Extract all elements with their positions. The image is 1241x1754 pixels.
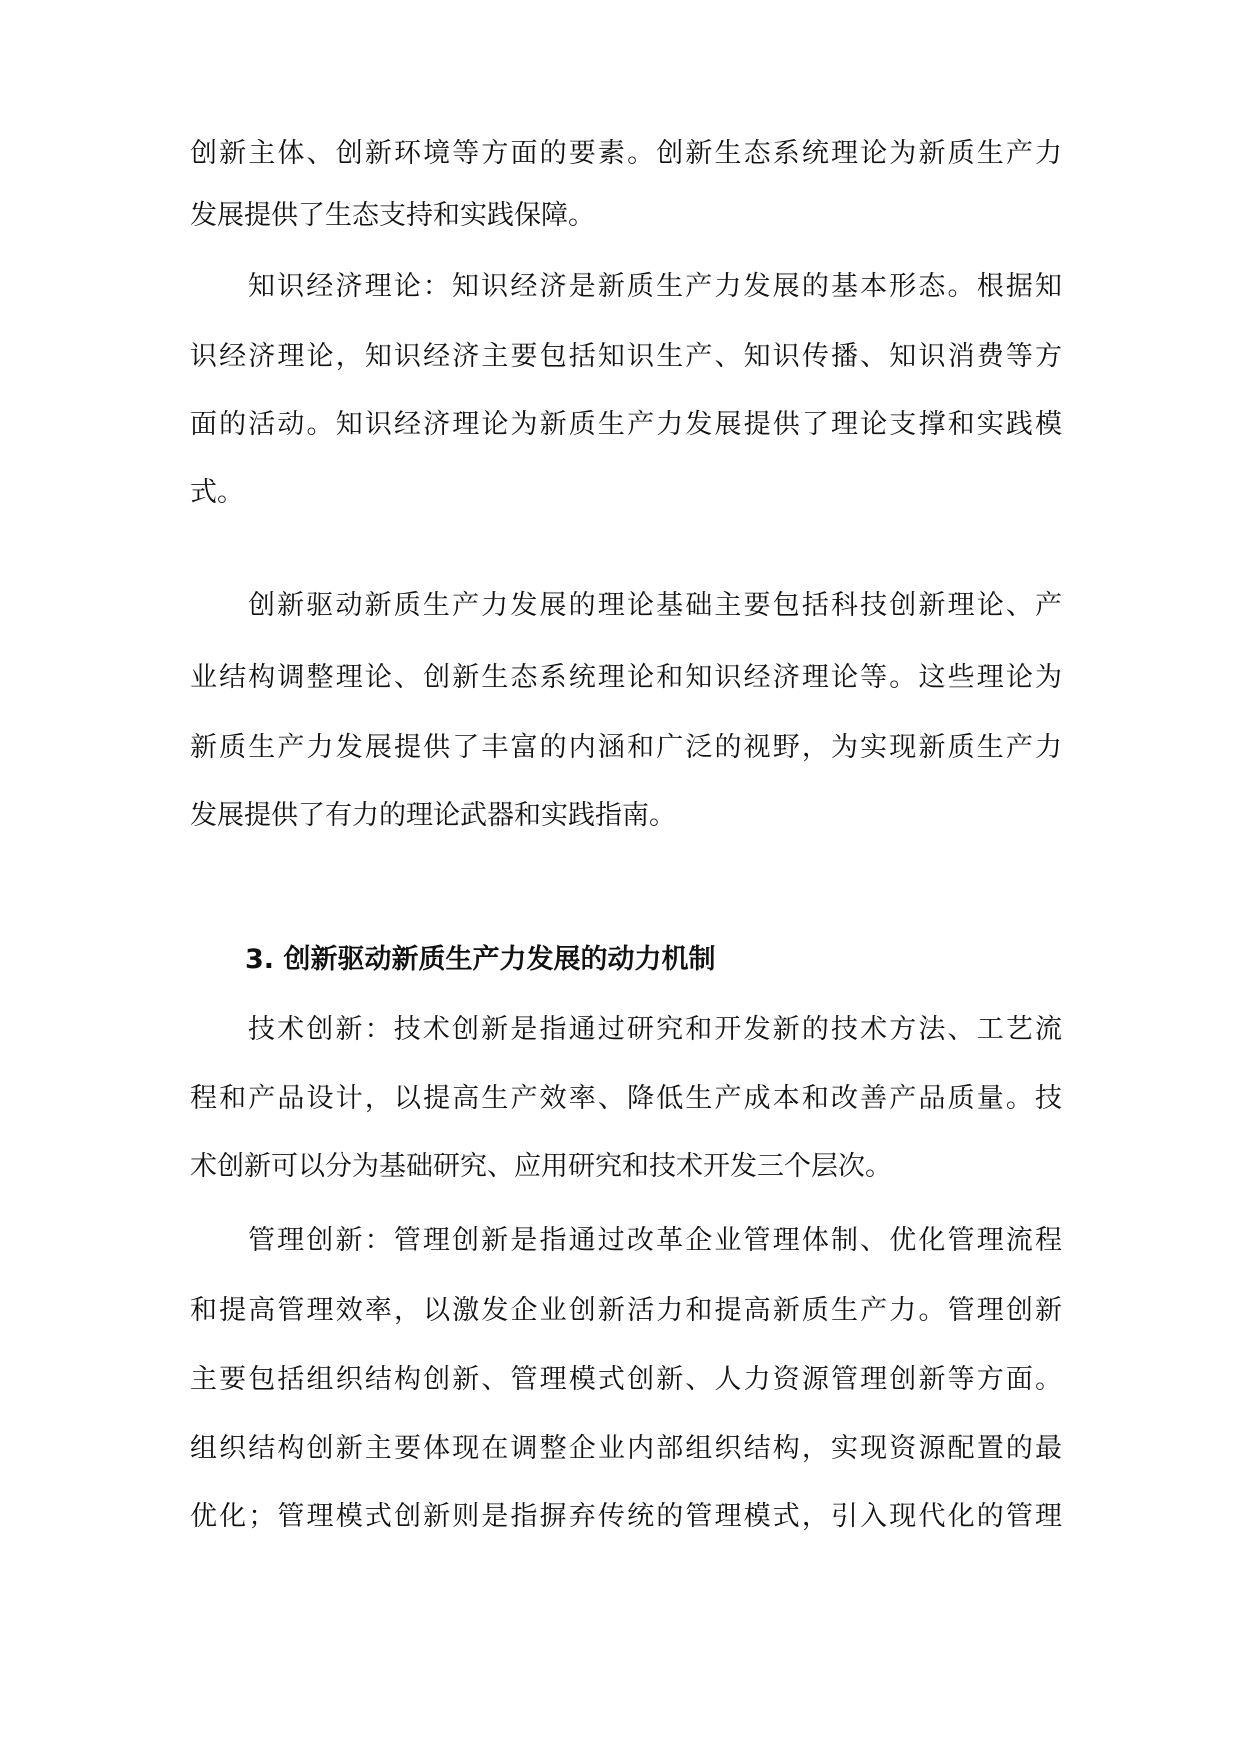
paragraph-line: 和提高管理效率，以激发企业创新活力和提高新质生产力。管理创新 xyxy=(190,1295,1062,1326)
paragraph-line: 业结构调整理论、创新生态系统理论和知识经济理论等。这些理论为 xyxy=(190,662,1062,693)
paragraph-line: 知识经济理论：知识经济是新质生产力发展的基本形态。根据知 xyxy=(248,271,1062,302)
paragraph-line: 主要包括组织结构创新、管理模式创新、人力资源管理创新等方面。 xyxy=(190,1364,1062,1395)
paragraph-line: 技术创新：技术创新是指通过研究和开发新的技术方法、工艺流 xyxy=(248,1014,1062,1045)
paragraph-line: 发展提供了有力的理论武器和实践指南。 xyxy=(190,800,676,831)
paragraph-line: 组织结构创新主要体现在调整企业内部组织结构，实现资源配置的最 xyxy=(190,1433,1062,1464)
paragraph-line: 创新主体、创新环境等方面的要素。创新生态系统理论为新质生产力 xyxy=(190,138,1062,169)
paragraph-line: 程和产品设计，以提高生产效率、降低生产成本和改善产品质量。技 xyxy=(190,1083,1062,1114)
paragraph-line: 术创新可以分为基础研究、应用研究和技术开发三个层次。 xyxy=(190,1151,892,1182)
section-heading: 3. 创新驱动新质生产力发展的动力机制 xyxy=(245,944,716,975)
paragraph-line: 发展提供了生态支持和实践保障。 xyxy=(190,200,595,231)
paragraph-line: 面的活动。知识经济理论为新质生产力发展提供了理论支撑和实践模 xyxy=(190,409,1062,440)
paragraph-line: 式。 xyxy=(190,477,244,508)
paragraph-line: 优化；管理模式创新则是指摒弃传统的管理模式，引入现代化的管理 xyxy=(190,1501,1062,1532)
paragraph-line: 管理创新：管理创新是指通过改革企业管理体制、优化管理流程 xyxy=(248,1225,1062,1256)
paragraph-line: 新质生产力发展提供了丰富的内涵和广泛的视野，为实现新质生产力 xyxy=(190,732,1062,763)
paragraph-line: 识经济理论，知识经济主要包括知识生产、知识传播、知识消费等方 xyxy=(190,341,1062,372)
paragraph-line: 创新驱动新质生产力发展的理论基础主要包括科技创新理论、产 xyxy=(248,590,1062,621)
